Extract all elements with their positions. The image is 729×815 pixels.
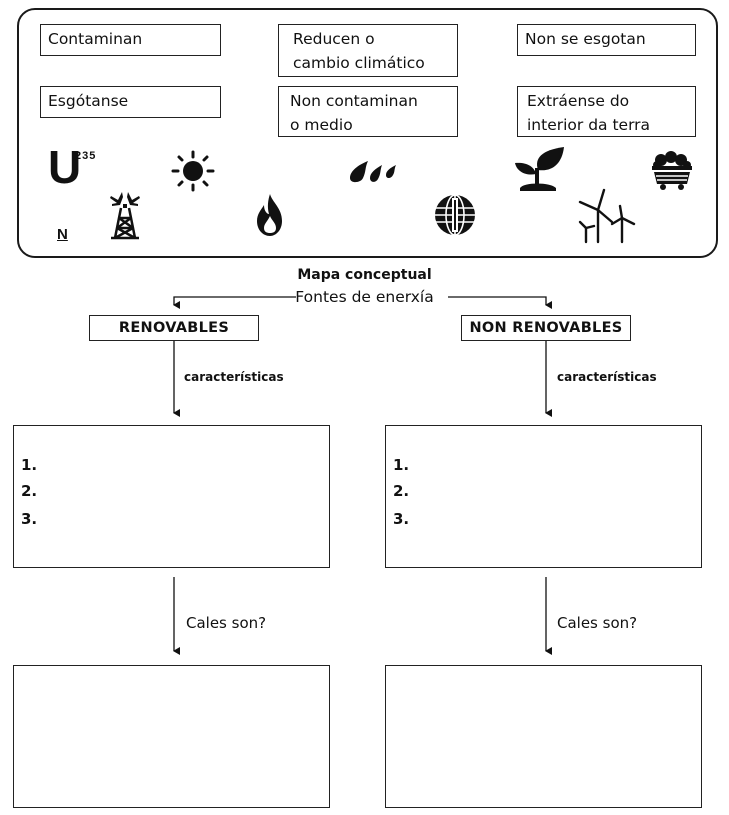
concept-map-title: Mapa conceptual	[297, 267, 432, 283]
card-text-line2: interior da terra	[527, 116, 651, 134]
item-number: 3.	[21, 510, 38, 528]
link-label-left: características	[184, 370, 284, 384]
card-text-line1: Extráense do	[527, 92, 630, 110]
card-text-line2: cambio climático	[293, 54, 425, 72]
item-number: 3.	[393, 510, 410, 528]
category-non-renovables	[461, 315, 631, 341]
renovables-examples-box[interactable]	[13, 665, 330, 808]
card-text-line2: o medio	[290, 116, 353, 134]
card-text: Non se esgotan	[525, 30, 646, 48]
arrow-to-renovables	[174, 297, 296, 305]
question-left: Cales son?	[186, 614, 267, 632]
u235-letter: U	[48, 141, 82, 193]
u235-number: 235	[75, 150, 97, 162]
card-text-line1: Non contaminan	[290, 92, 418, 110]
item-number: 2.	[21, 482, 38, 500]
item-number: 1.	[393, 456, 410, 474]
link-label-right: características	[557, 370, 657, 384]
category-label: NON RENOVABLES	[469, 320, 623, 336]
card-text-line1: Reducen o	[293, 30, 375, 48]
category-label: RENOVABLES	[118, 320, 230, 336]
item-number: 2.	[393, 482, 410, 500]
concept-map-root: Fontes de enerxía	[295, 288, 434, 306]
item-number: 1.	[21, 456, 38, 474]
non-renovables-characteristics-box[interactable]	[385, 425, 702, 568]
arrow-to-non-renovables	[448, 297, 546, 305]
question-right: Cales son?	[557, 614, 638, 632]
card-text: Esgótanse	[48, 92, 129, 110]
card-text: Contaminan	[48, 30, 143, 48]
category-renovables	[89, 315, 259, 341]
renovables-characteristics-box[interactable]	[13, 425, 330, 568]
n-letter: N	[57, 226, 68, 243]
non-renovables-examples-box[interactable]	[385, 665, 702, 808]
